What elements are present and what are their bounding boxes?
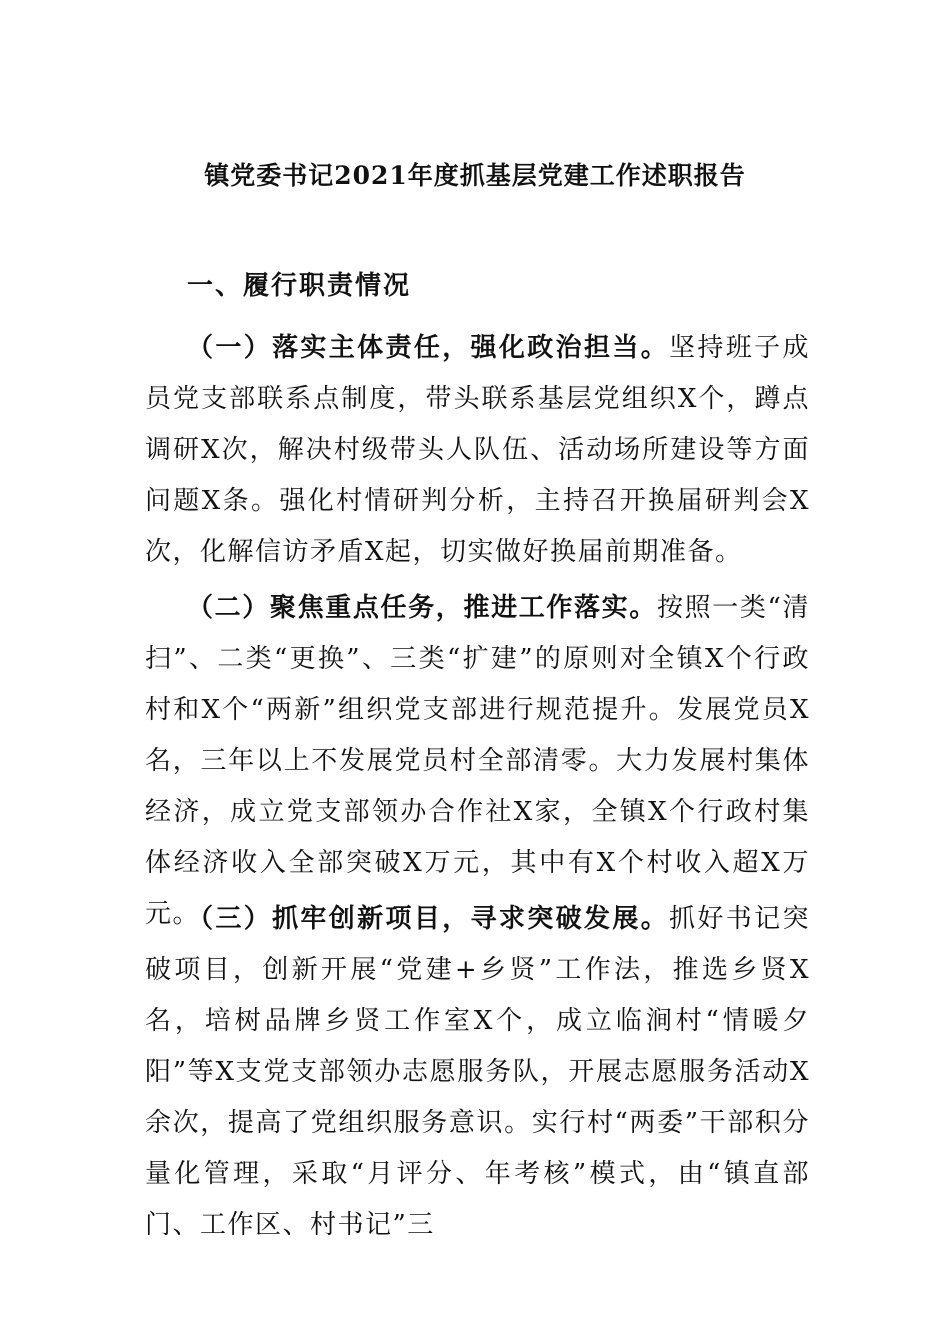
- paragraph-1-body: 坚持班子成员党支部联系点制度，带头联系基层党组织X个，蹲点调研X次，解决村级带头人队伍、活动场所建设等方面问题X条。强化村情研判分析，主持召开换届研判会X次，化解信访矛盾X起，切实做好换届前期准备。: [145, 333, 810, 567]
- paragraph-3-lead: （三）抓牢创新项目，寻求突破发展。: [187, 904, 670, 934]
- paragraph-1: [145, 323, 810, 578]
- document-title: 镇党委书记2021年度抓基层党建工作述职报告: [204, 161, 746, 190]
- section-heading: 一、履行职责情况: [187, 271, 412, 301]
- paragraph-2: [145, 583, 810, 940]
- paragraph-1-lead: （一）落实主体责任，强化政治担当。: [187, 333, 670, 363]
- paragraph-2-body: 按照一类“清扫”、二类“更换”、三类“扩建”的原则对全镇X个行政村和X个“两新”组织党支部进行规范提升。发展党员X名，三年以上不发展党员村全部清零。大力发展村集体经济，成立党支部领办合作社X家，全镇X个行政村集体经济收入全部突破X万元，其中有X个村收入超X万元。: [145, 593, 810, 929]
- paragraph-3-body: 抓好书记突破项目，创新开展“党建+乡贤”工作法，推选乡贤X名，培树品牌乡贤工作室X个，成立临涧村“情暖夕阳”等X支党支部领办志愿服务队，开展志愿服务活动X余次，提高了党组织服务意识。实行村“两委”干部积分量化管理，采取“月评分、年考核”模式，由“镇直部门、工作区、村书记”三: [145, 904, 810, 1240]
- paragraph-3: [145, 894, 810, 1240]
- paragraph-2-lead: （二）聚焦重点任务，推进工作落实。: [187, 593, 657, 623]
